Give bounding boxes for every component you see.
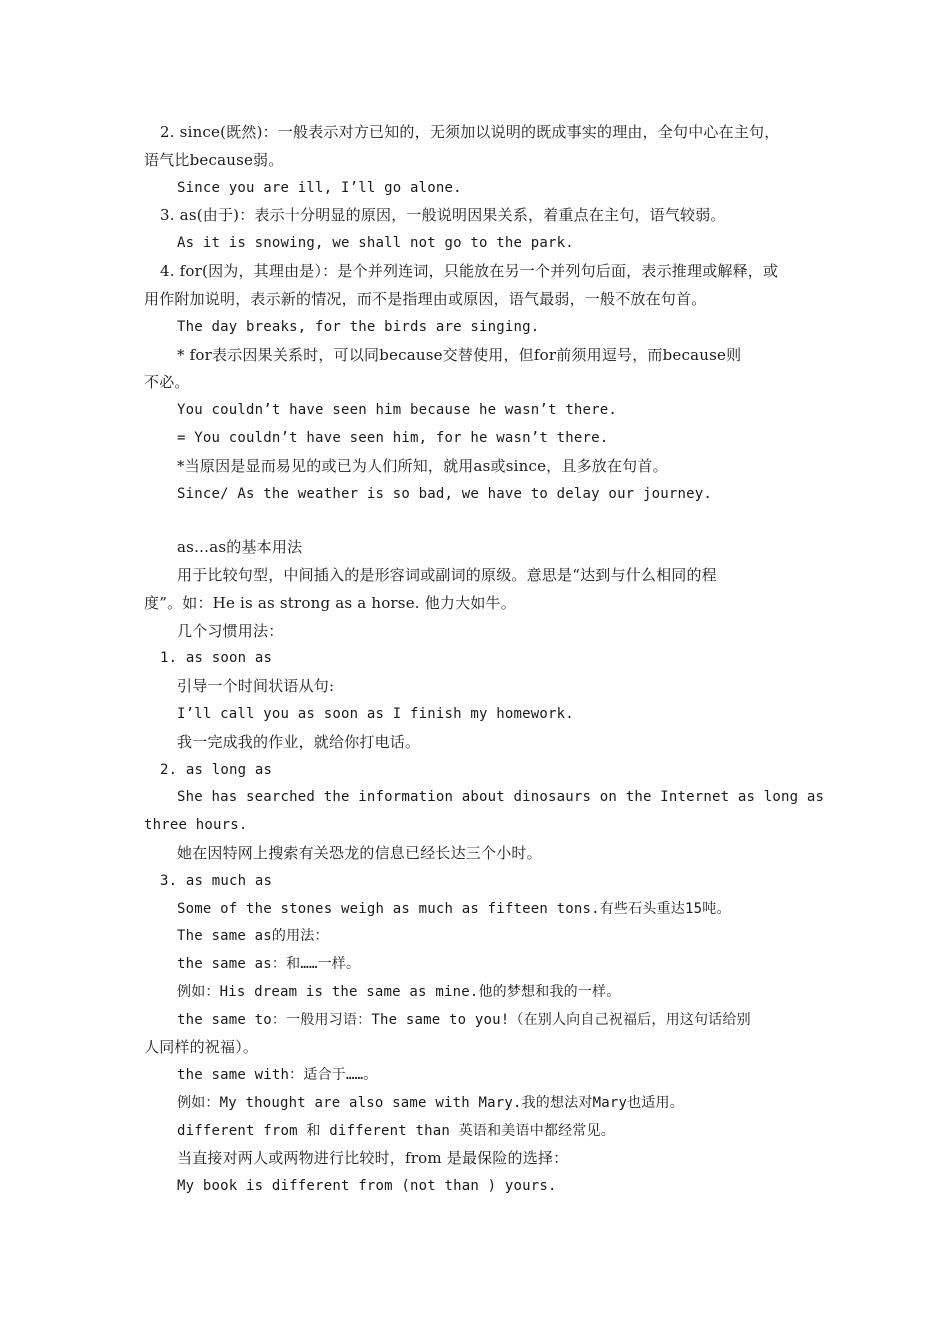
list-item-heading: 3. as much as bbox=[160, 873, 273, 889]
text-line: 人同样的祝福）。 bbox=[144, 1038, 259, 1056]
section-heading: as…as的基本用法 bbox=[177, 538, 303, 556]
example-line: The day breaks, for the birds are singing. bbox=[177, 319, 540, 335]
section-heading: The same as的用法： bbox=[177, 928, 329, 944]
text-line: the same with：适合于……。 bbox=[177, 1067, 378, 1083]
text-line: 3. as(由于)：表示十分明显的原因，一般说明因果关系，着重点在主句，语气较弱。 bbox=[160, 206, 726, 224]
list-item-heading: 2. as long as bbox=[160, 762, 273, 778]
text-line: 2. since(既然)：一般表示对方已知的，无须加以说明的既成事实的理由，全句中心在主句， bbox=[160, 123, 780, 141]
list-item-heading: 1. as soon as bbox=[160, 650, 273, 666]
text-line: 4. for(因为，其理由是）：是个并列连词，只能放在另一个并列句后面，表示推理或解释，或 bbox=[160, 262, 779, 280]
text-line: 几个习惯用法： bbox=[177, 622, 284, 640]
example-line: Some of the stones weigh as much as fifteen tons.有些石头重达15吨。 bbox=[177, 901, 731, 917]
text-line: the same as：和……一样。 bbox=[177, 956, 361, 972]
example-line: She has searched the information about dinosaurs on the Internet as long as bbox=[177, 789, 825, 805]
example-line: As it is snowing, we shall not go to the park. bbox=[177, 235, 574, 251]
text-line: the same to：一般用习语：The same to you!（在别人向自己祝福后，用这句话给别 bbox=[177, 1012, 751, 1028]
example-line: three hours. bbox=[144, 817, 248, 833]
text-line: 不必。 bbox=[144, 373, 190, 391]
example-line: = You couldn’t have seen him, for he wasn’t there. bbox=[177, 430, 609, 446]
text-line: 用于比较句型，中间插入的是形容词或副词的原级。意思是“达到与什么相同的程 bbox=[177, 566, 717, 584]
text-line: * for表示因果关系时，可以同because交替使用，但for前须用逗号，而because则 bbox=[177, 346, 742, 364]
example-line: Since/ As the weather is so bad, we have to delay our journey. bbox=[177, 486, 712, 502]
example-line: You couldn’t have seen him because he wasn’t there. bbox=[177, 402, 618, 418]
text-line: *当原因是显而易见的或已为人们所知，就用as或since，且多放在句首。 bbox=[177, 457, 668, 475]
text-line: 当直接对两人或两物进行比较时，from 是最保险的选择： bbox=[177, 1149, 569, 1167]
text-line: 例如：My thought are also same with Mary.我的想法对Mary也适用。 bbox=[177, 1095, 684, 1111]
text-line: different from 和 different than 英语和美语中都经常见。 bbox=[177, 1123, 615, 1139]
example-line: I’ll call you as soon as I finish my homework. bbox=[177, 706, 574, 722]
text-line: 我一完成我的作业，就给你打电话。 bbox=[177, 733, 421, 751]
text-line: 用作附加说明，表示新的情况，而不是指理由或原因，语气最弱，一般不放在句首。 bbox=[144, 290, 707, 308]
text-line: 引导一个时间状语从句: bbox=[177, 677, 335, 695]
text-line: 语气比because弱。 bbox=[144, 151, 284, 169]
text-line: 例如：His dream is the same as mine.他的梦想和我的一样。 bbox=[177, 984, 621, 1000]
text-line: 她在因特网上搜索有关恐龙的信息已经长达三个小时。 bbox=[177, 844, 542, 862]
example-line: My book is different from (not than ) yours. bbox=[177, 1178, 557, 1194]
text-line: 度”。如：He is as strong as a horse. 他力大如牛。 bbox=[144, 594, 516, 612]
example-line: Since you are ill, I’ll go alone. bbox=[177, 180, 462, 196]
